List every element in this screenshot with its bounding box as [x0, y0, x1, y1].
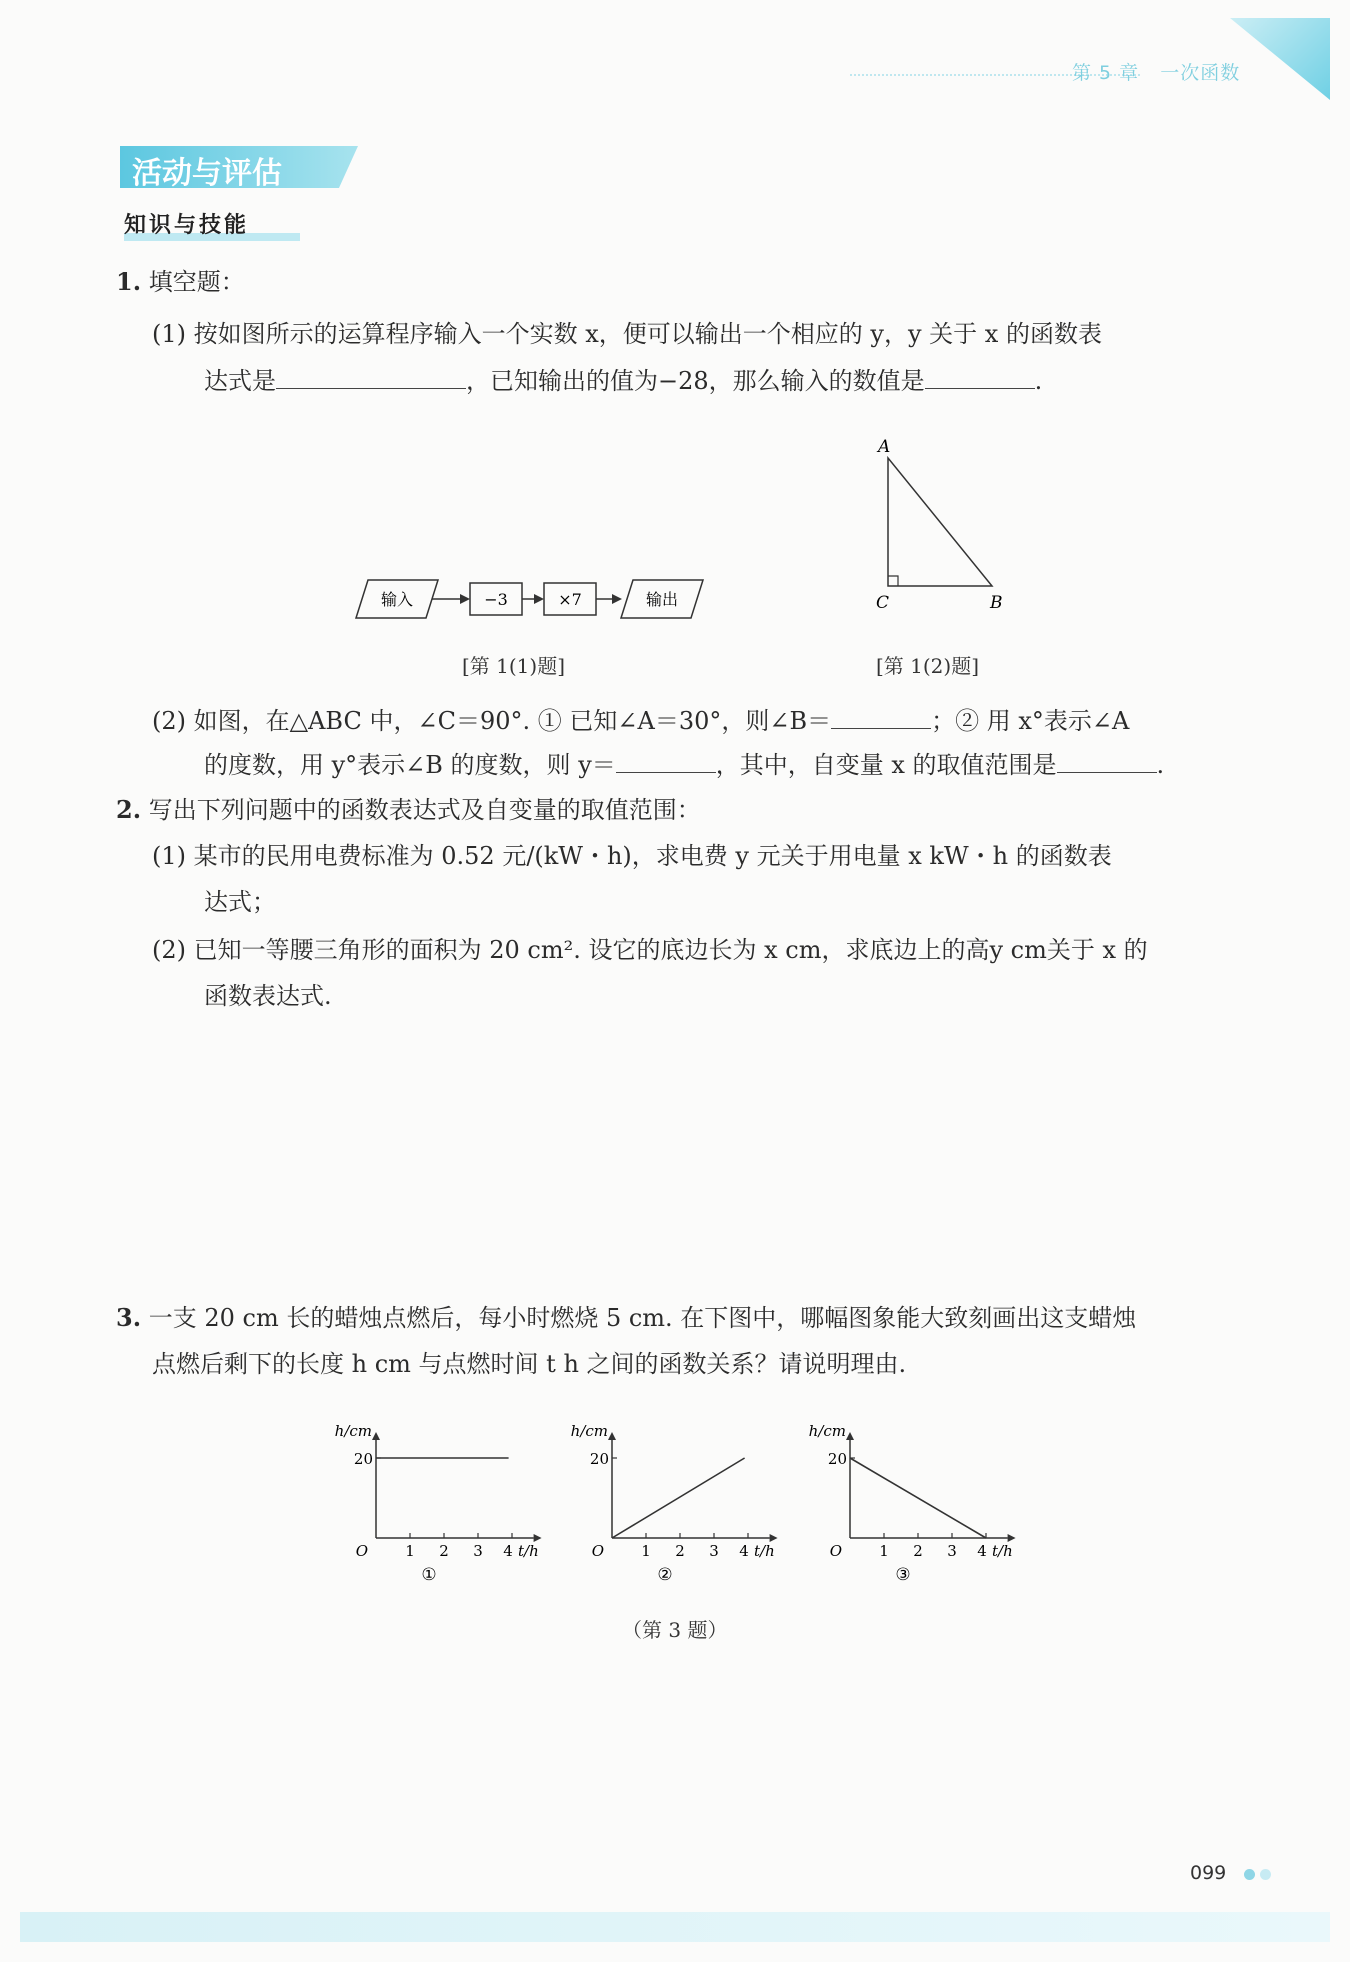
q3-line2: 点燃后剩下的长度 h cm 与点燃时间 t h 之间的函数关系？请说明理由.: [152, 1350, 907, 1378]
q1-part1-line2: [204, 360, 1042, 399]
flow-step2-label: ×7: [558, 590, 582, 609]
y-axis-label: h/cm: [334, 1422, 372, 1440]
q2-number: 2.: [116, 795, 142, 824]
series-line: [850, 1458, 986, 1538]
y-tick-label: 20: [589, 1450, 609, 1468]
x-axis-label: t/h: [518, 1542, 539, 1560]
flow-input-label: 输入: [380, 590, 414, 609]
flow-arrowhead-1: [460, 594, 470, 604]
q1-heading: [116, 264, 245, 300]
triangle-abc: [888, 458, 992, 586]
series-line: [612, 1458, 745, 1538]
q3-number: 3.: [116, 1303, 142, 1332]
chart-label: ③: [895, 1565, 911, 1585]
q1-answer-blank-3[interactable]: [831, 700, 931, 729]
q2-part1-line1: (1) 某市的民用电费标准为 0.52 元/(kW・h)，求电费 y 元关于用电量 x kW・h 的函数表: [152, 842, 1112, 870]
flow-arrowhead-3: [612, 594, 622, 604]
triangle-figure: [870, 436, 1010, 616]
origin-label: O: [591, 1542, 604, 1560]
chapter-number: 第 5 章: [1072, 62, 1140, 84]
q1-answer-blank-4[interactable]: [616, 744, 716, 773]
flow-step1-label: −3: [484, 590, 508, 609]
q1-part2-line1: [152, 700, 1129, 739]
running-header: [1072, 58, 1240, 85]
chart-label: ②: [657, 1565, 673, 1585]
vertex-c-label: C: [876, 593, 890, 613]
q2-part1-line2: 达式；: [204, 888, 276, 916]
y-tick-label: 20: [353, 1450, 373, 1468]
y-axis-label: h/cm: [808, 1422, 846, 1440]
q1-part1-text-a: 达式是: [204, 367, 276, 395]
q1-part2-text-a: (2) 如图，在△ABC 中，∠C＝90°. ① 已知∠A＝30°，则∠B＝: [152, 707, 832, 735]
q1-answer-blank-5[interactable]: [1057, 744, 1157, 773]
page-dot-1: [1244, 1869, 1255, 1880]
q1-title: 填空题：: [148, 268, 245, 296]
x-axis-arrow: [770, 1534, 778, 1542]
x-tick-label: 4: [977, 1542, 987, 1560]
y-axis-arrow: [372, 1432, 380, 1440]
x-axis-arrow: [1008, 1534, 1016, 1542]
x-tick-label: 1: [641, 1542, 651, 1560]
x-axis-label: t/h: [754, 1542, 775, 1560]
q1-answer-blank-2[interactable]: [925, 360, 1035, 389]
chart-label: ①: [421, 1565, 437, 1585]
section-banner-title: 活动与评估: [132, 156, 282, 191]
q3-text-line1: 一支 20 cm 长的蜡烛点燃后，每小时燃烧 5 cm. 在下图中，哪幅图象能大致刻画出这支蜡烛: [148, 1304, 1137, 1332]
q3-line1: [116, 1300, 1236, 1336]
q1-part2-text-b: ；② 用 x°表示∠A: [931, 707, 1130, 735]
x-tick-label: 4: [503, 1542, 513, 1560]
page-number: 099: [1190, 1862, 1227, 1884]
flow-output-label: 输出: [645, 590, 679, 609]
q1-figure2-caption: [第 1(2)题]: [876, 654, 980, 678]
x-axis-arrow: [534, 1534, 542, 1542]
flow-arrowhead-2: [534, 594, 544, 604]
q2-title: 写出下列问题中的函数表达式及自变量的取值范围：: [148, 796, 701, 824]
q1-part2-text-e: .: [1156, 751, 1165, 779]
chart-1: [320, 1410, 560, 1590]
q1-number: 1.: [116, 267, 142, 296]
page-dot-2: [1260, 1869, 1271, 1880]
x-tick-label: 2: [913, 1542, 923, 1560]
q1-figure1-caption: [第 1(1)题]: [462, 654, 566, 678]
q1-answer-blank-1[interactable]: [276, 360, 466, 389]
q3-figure-caption: （第 3 题）: [622, 1618, 728, 1642]
x-tick-label: 3: [709, 1542, 719, 1560]
vertex-a-label: A: [878, 437, 891, 457]
x-tick-label: 2: [675, 1542, 685, 1560]
x-tick-label: 1: [405, 1542, 415, 1560]
q1-part1-text-c: .: [1034, 367, 1043, 395]
y-axis-label: h/cm: [570, 1422, 608, 1440]
chapter-title: 一次函数: [1160, 62, 1241, 84]
x-axis-label: t/h: [992, 1542, 1013, 1560]
right-angle-mark: [888, 576, 898, 586]
chart-3: [794, 1410, 1034, 1590]
header-corner-decoration: [1230, 18, 1330, 100]
footer-bar: [20, 1912, 1330, 1942]
y-axis-arrow: [846, 1432, 854, 1440]
q2-part2-line1: (2) 已知一等腰三角形的面积为 20 cm². 设它的底边长为 x cm，求底边上的高y cm关于 x 的: [152, 936, 1148, 964]
chart-2: [556, 1410, 796, 1590]
q1-part1-line1: (1) 按如图所示的运算程序输入一个实数 x，便可以输出一个相应的 y，y 关于 x 的函数表: [152, 320, 1102, 348]
q1-part1-text-b: ，已知输出的值为−28，那么输入的数值是: [466, 367, 925, 395]
section-subhead: 知识与技能: [124, 213, 250, 238]
q1-part2-text-c: 的度数，用 y°表示∠B 的度数，则 y＝: [204, 751, 616, 779]
x-tick-label: 2: [439, 1542, 449, 1560]
x-tick-label: 3: [947, 1542, 957, 1560]
q2-part2-line2: 函数表达式.: [204, 982, 332, 1010]
q2-heading: [116, 792, 701, 828]
y-axis-arrow: [608, 1432, 616, 1440]
vertex-b-label: B: [990, 593, 1003, 613]
flowchart: [350, 575, 710, 625]
q1-part2-line2: [204, 744, 1164, 783]
y-tick-label: 20: [827, 1450, 847, 1468]
x-tick-label: 4: [739, 1542, 749, 1560]
x-tick-label: 1: [879, 1542, 889, 1560]
x-tick-label: 3: [473, 1542, 483, 1560]
origin-label: O: [355, 1542, 368, 1560]
q1-part2-text-d: ，其中，自变量 x 的取值范围是: [715, 751, 1057, 779]
origin-label: O: [829, 1542, 842, 1560]
